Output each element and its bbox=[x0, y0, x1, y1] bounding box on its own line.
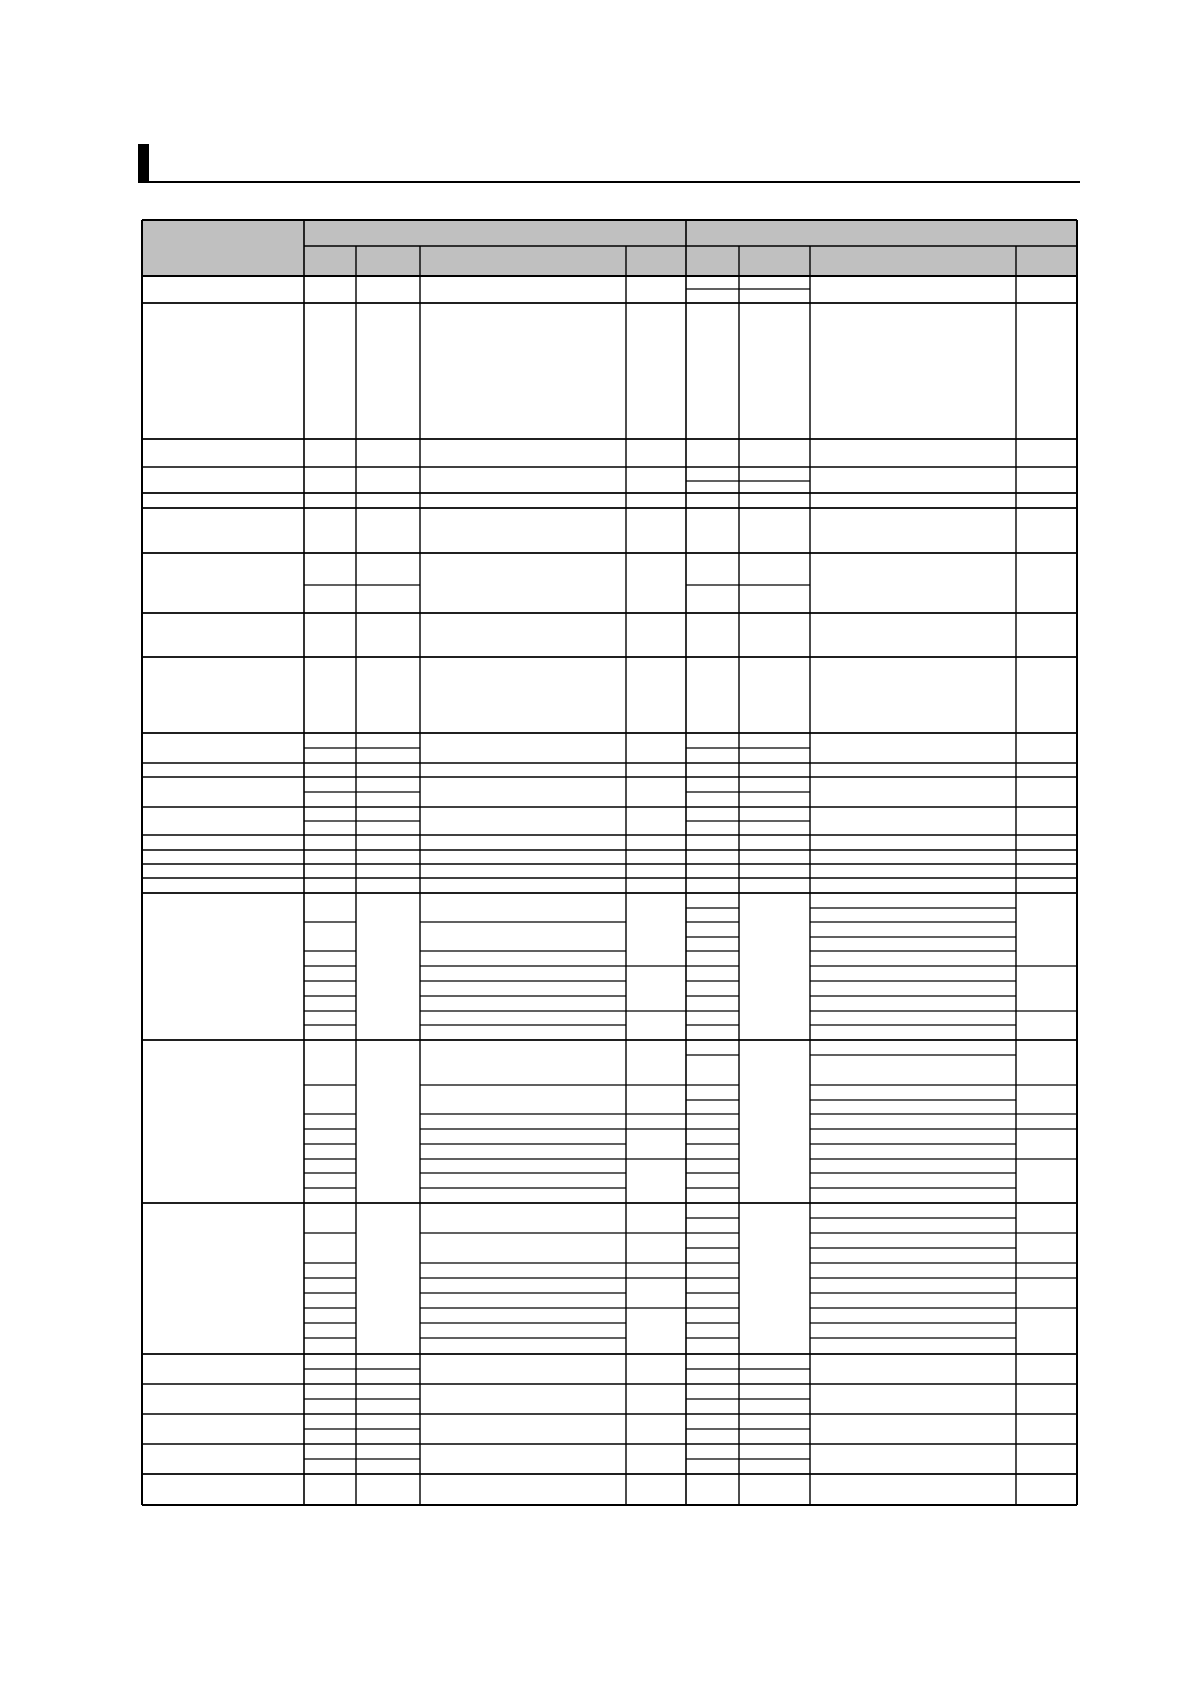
table-header-fill bbox=[142, 220, 1077, 276]
table-grid bbox=[142, 220, 1077, 1505]
table-header bbox=[142, 220, 1077, 276]
